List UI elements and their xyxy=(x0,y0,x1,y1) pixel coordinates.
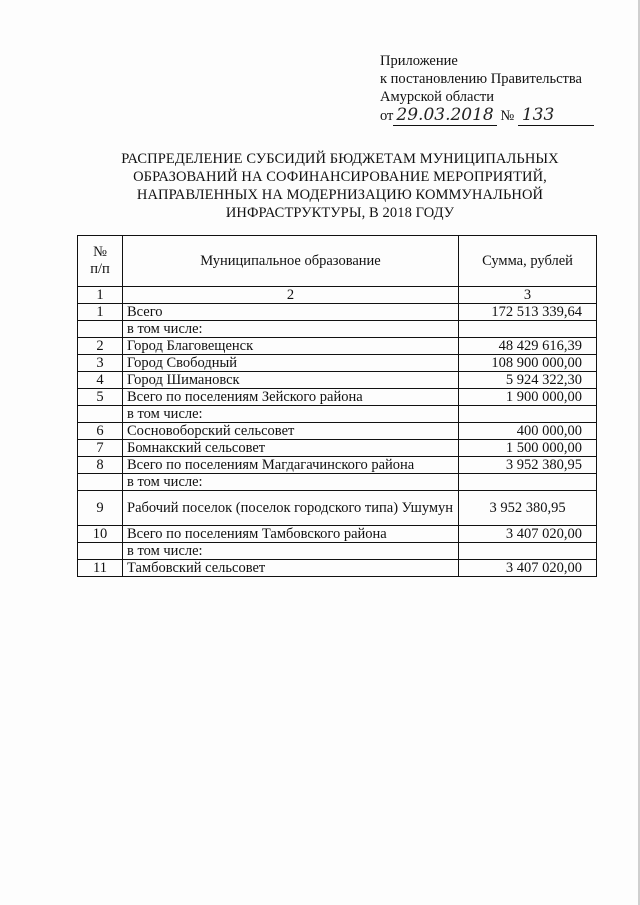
table-index-row xyxy=(78,287,597,304)
header-amount: Сумма, рублей xyxy=(459,236,597,287)
handwritten-number-text: 133 xyxy=(521,105,555,125)
table-row xyxy=(78,457,597,474)
row-name-cell: Тамбовский сельсовет xyxy=(123,560,459,577)
row-amount-cell: 3 952 380,95 xyxy=(459,491,597,526)
header-name: Муниципальное образование xyxy=(123,236,459,287)
table-row xyxy=(78,526,597,543)
row-name-cell: Город Свободный xyxy=(123,355,459,372)
header-num-line1: № xyxy=(93,244,107,260)
row-num-cell: 6 xyxy=(78,423,123,440)
table-row xyxy=(78,338,597,355)
row-amount-cell xyxy=(459,543,597,560)
index-cell-1: 1 xyxy=(78,287,123,304)
row-amount-cell xyxy=(459,474,597,491)
table-row xyxy=(78,474,597,491)
from-label: от xyxy=(380,108,394,124)
table-row xyxy=(78,423,597,440)
appendix-line-1: Приложение xyxy=(380,53,458,69)
row-num-cell: 10 xyxy=(78,526,123,543)
row-name-cell: Всего по поселениям Тамбовского района xyxy=(123,526,459,543)
table-row xyxy=(78,304,597,321)
row-name-cell: в том числе: xyxy=(123,406,459,423)
row-name-cell: Бомнакский сельсовет xyxy=(123,440,459,457)
row-num-cell: 3 xyxy=(78,355,123,372)
row-num-cell xyxy=(78,321,123,338)
appendix-line-3: Амурской области xyxy=(380,89,494,105)
row-num-cell xyxy=(78,543,123,560)
row-name-cell: Всего по поселениям Магдагачинского района xyxy=(123,457,459,474)
row-amount-cell: 5 924 322,30 xyxy=(459,372,597,389)
header-num-line2: п/п xyxy=(90,261,110,277)
handwritten-number xyxy=(518,106,594,126)
row-amount-cell: 3 952 380,95 xyxy=(459,457,597,474)
table-row xyxy=(78,355,597,372)
row-name-cell: в том числе: xyxy=(123,321,459,338)
row-num-cell: 11 xyxy=(78,560,123,577)
row-amount-cell: 108 900 000,00 xyxy=(459,355,597,372)
row-name-cell: Сосновоборский сельсовет xyxy=(123,423,459,440)
row-amount-cell: 172 513 339,64 xyxy=(459,304,597,321)
table-row xyxy=(78,440,597,457)
document-title: РАСПРЕДЕЛЕНИЕ СУБСИДИЙ БЮДЖЕТАМ МУНИЦИПАЛЬНЫХ ОБРАЗОВАНИЙ НА СОФИНАНСИРОВАНИЕ МЕРОПРИЯТИЙ, НАПРАВЛЕННЫХ НА МОДЕРНИЗАЦИЮ КОММУНАЛЬНОЙ ИНФРАСТРУКТУРЫ, В 2018 ГОДУ xyxy=(121,151,559,221)
row-amount-cell: 400 000,00 xyxy=(459,423,597,440)
row-name-cell: в том числе: xyxy=(123,474,459,491)
row-num-cell xyxy=(78,474,123,491)
row-num-cell: 1 xyxy=(78,304,123,321)
handwritten-date-text: 29.03.2018 xyxy=(396,105,494,125)
table-row xyxy=(78,406,597,423)
row-amount-cell: 3 407 020,00 xyxy=(459,526,597,543)
table-row xyxy=(78,491,597,526)
table-row xyxy=(78,560,597,577)
row-num-cell: 8 xyxy=(78,457,123,474)
row-amount-cell: 48 429 616,39 xyxy=(459,338,597,355)
appendix-block xyxy=(380,52,594,126)
row-amount-cell xyxy=(459,321,597,338)
row-amount-cell: 1 900 000,00 xyxy=(459,389,597,406)
row-name-cell: Город Благовещенск xyxy=(123,338,459,355)
index-cell-2: 2 xyxy=(123,287,459,304)
row-num-cell: 7 xyxy=(78,440,123,457)
row-amount-cell: 3 407 020,00 xyxy=(459,560,597,577)
table-row xyxy=(78,372,597,389)
index-cell-3: 3 xyxy=(459,287,597,304)
row-name-cell: Всего xyxy=(123,304,459,321)
row-name-cell: Рабочий поселок (поселок городского типа) Ушумун xyxy=(123,491,459,526)
appendix-date-line xyxy=(380,106,594,126)
number-label: № xyxy=(500,108,515,124)
row-name-cell: в том числе: xyxy=(123,543,459,560)
row-amount-cell xyxy=(459,406,597,423)
row-num-cell: 2 xyxy=(78,338,123,355)
row-num-cell: 4 xyxy=(78,372,123,389)
row-num-cell xyxy=(78,406,123,423)
table-header-row xyxy=(78,236,597,287)
row-num-cell: 9 xyxy=(78,491,123,526)
handwritten-date xyxy=(393,106,496,126)
header-num xyxy=(78,236,123,287)
row-name-cell: Город Шимановск xyxy=(123,372,459,389)
table-row xyxy=(78,543,597,560)
row-num-cell: 5 xyxy=(78,389,123,406)
subsidy-table xyxy=(77,235,597,577)
table-row xyxy=(78,389,597,406)
table-row xyxy=(78,321,597,338)
row-amount-cell: 1 500 000,00 xyxy=(459,440,597,457)
row-name-cell: Всего по поселениям Зейского района xyxy=(123,389,459,406)
appendix-line-2: к постановлению Правительства xyxy=(380,71,582,87)
